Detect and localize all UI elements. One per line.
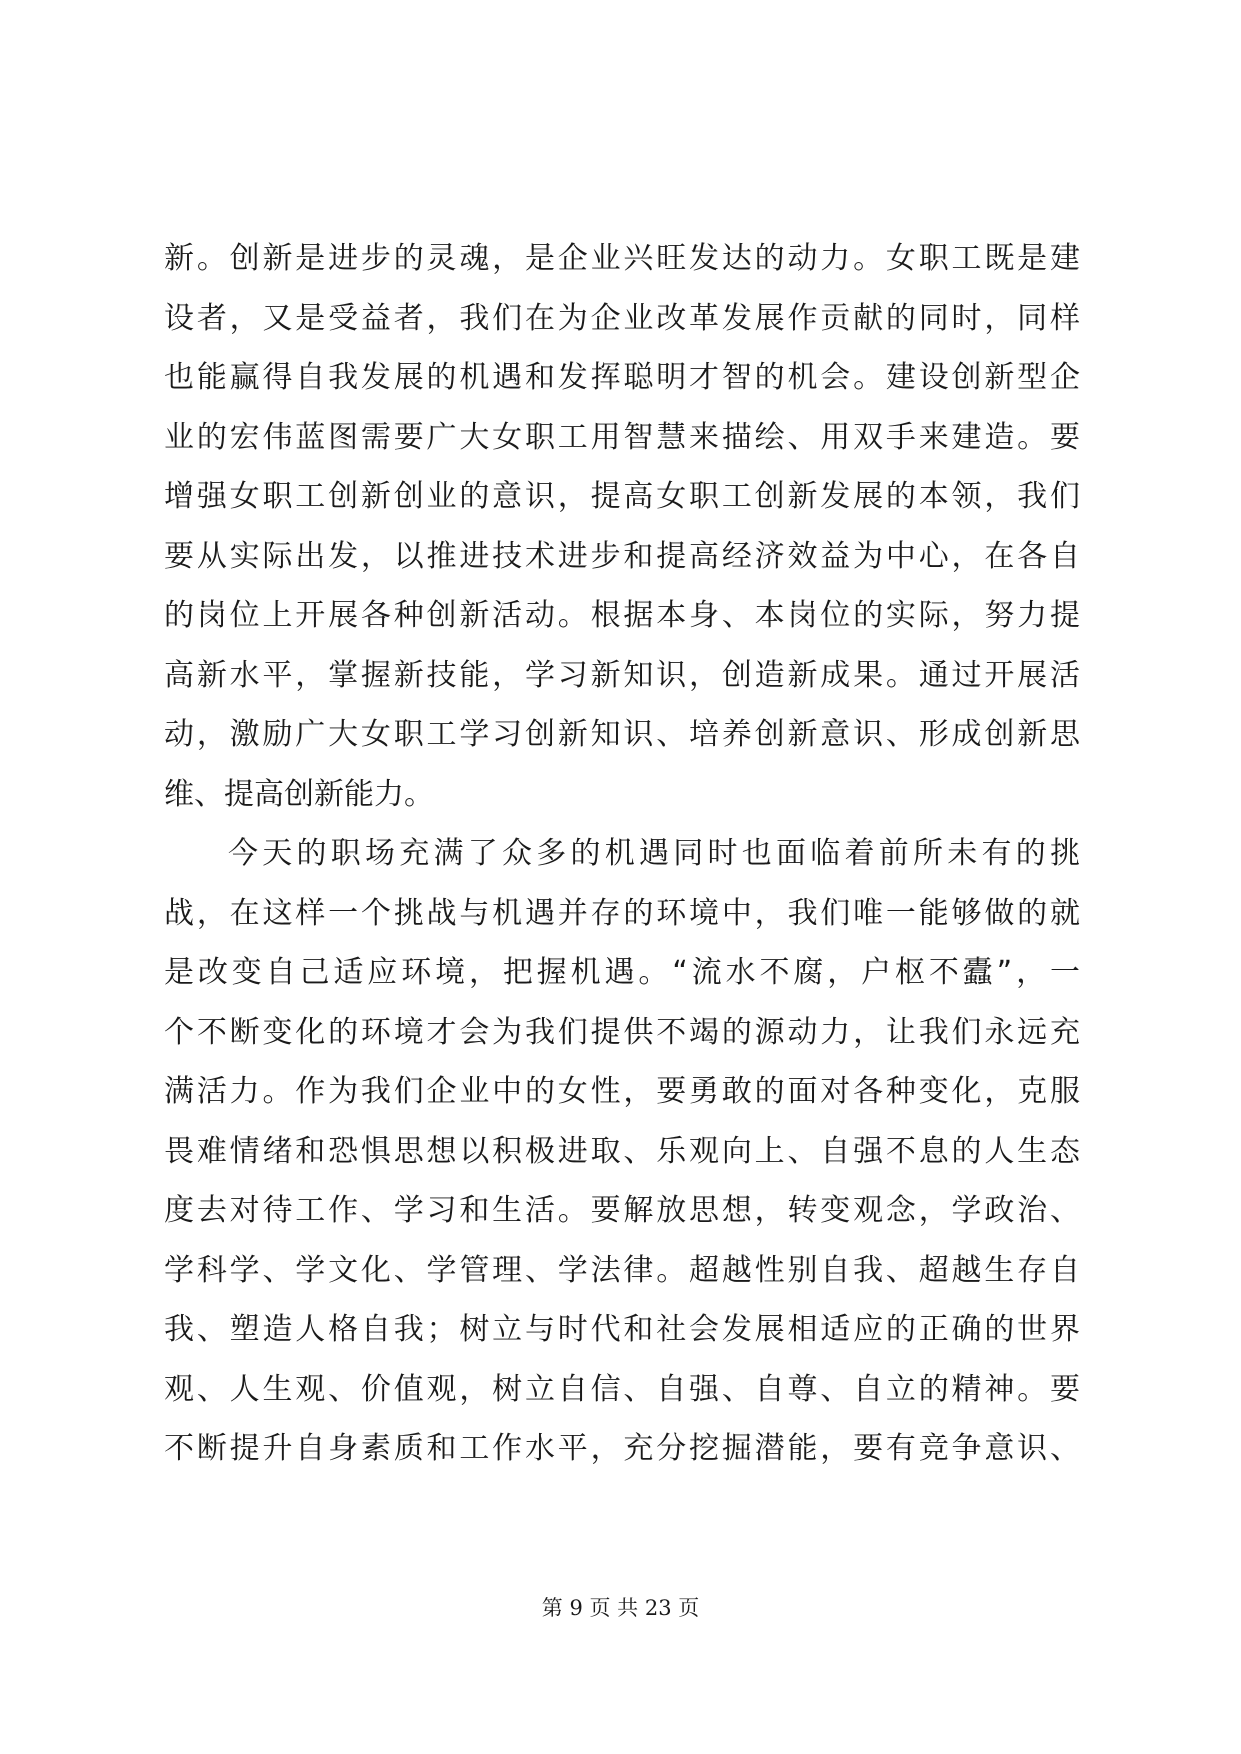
text-line: 畏难情绪和恐惧思想以积极进取、乐观向上、自强不息的人生态 (164, 1133, 1080, 1169)
text-line: 维、提高创新能力。 (164, 776, 434, 812)
text-line: 观、人生观、价值观，树立自信、自强、自尊、自立的精神。要 (164, 1371, 1080, 1407)
text-line: 不断提升自身素质和工作水平，充分挖掘潜能，要有竞争意识、 (164, 1431, 1080, 1466)
text-line: 是改变自己适应环境，把握机遇。“流水不腐，户枢不蠹”，一 (164, 955, 1080, 990)
text-line: 业的宏伟蓝图需要广大女职工用智慧来描绘、用双手来建造。要 (164, 419, 1080, 455)
text-line: 个不断变化的环境才会为我们提供不竭的源动力，让我们永远充 (164, 1014, 1080, 1050)
text-line: 满活力。作为我们企业中的女性，要勇敢的面对各种变化，克服 (164, 1074, 1080, 1109)
text-line: 高新水平，掌握新技能，学习新知识，创造新成果。通过开展活 (164, 657, 1080, 693)
text-line: 也能赢得自我发展的机遇和发挥聪明才智的机会。建设创新型企 (164, 360, 1080, 395)
text-line: 新。创新是进步的灵魂，是企业兴旺发达的动力。女职工既是建 (164, 241, 1080, 276)
text-line: 我、塑造人格自我；树立与时代和社会发展相适应的正确的世界 (164, 1312, 1080, 1347)
text-line: 动，激励广大女职工学习创新知识、培养创新意识、形成创新思 (164, 717, 1080, 752)
text-line: 度去对待工作、学习和生活。要解放思想，转变观念，学政治、 (164, 1193, 1080, 1228)
text-line: 设者，又是受益者，我们在为企业改革发展作贡献的同时，同样 (164, 300, 1080, 336)
text-line: 战，在这样一个挑战与机遇并存的环境中，我们唯一能够做的就 (164, 895, 1080, 931)
page-number-footer: 第 9 页 共 23 页 (541, 1596, 700, 1620)
text-line: 要从实际出发，以推进技术进步和提高经济效益为中心，在各自 (164, 538, 1080, 574)
text-line: 增强女职工创新创业的意识，提高女职工创新发展的本领，我们 (164, 479, 1080, 514)
text-line: 学科学、学文化、学管理、学法律。超越性别自我、超越生存自 (164, 1252, 1080, 1288)
body-text (164, 229, 1080, 1479)
text-line: 的岗位上开展各种创新活动。根据本身、本岗位的实际，努力提 (164, 598, 1080, 633)
paragraph-first-line: 今天的职场充满了众多的机遇同时也面临着前所未有的挑 (228, 836, 1080, 871)
